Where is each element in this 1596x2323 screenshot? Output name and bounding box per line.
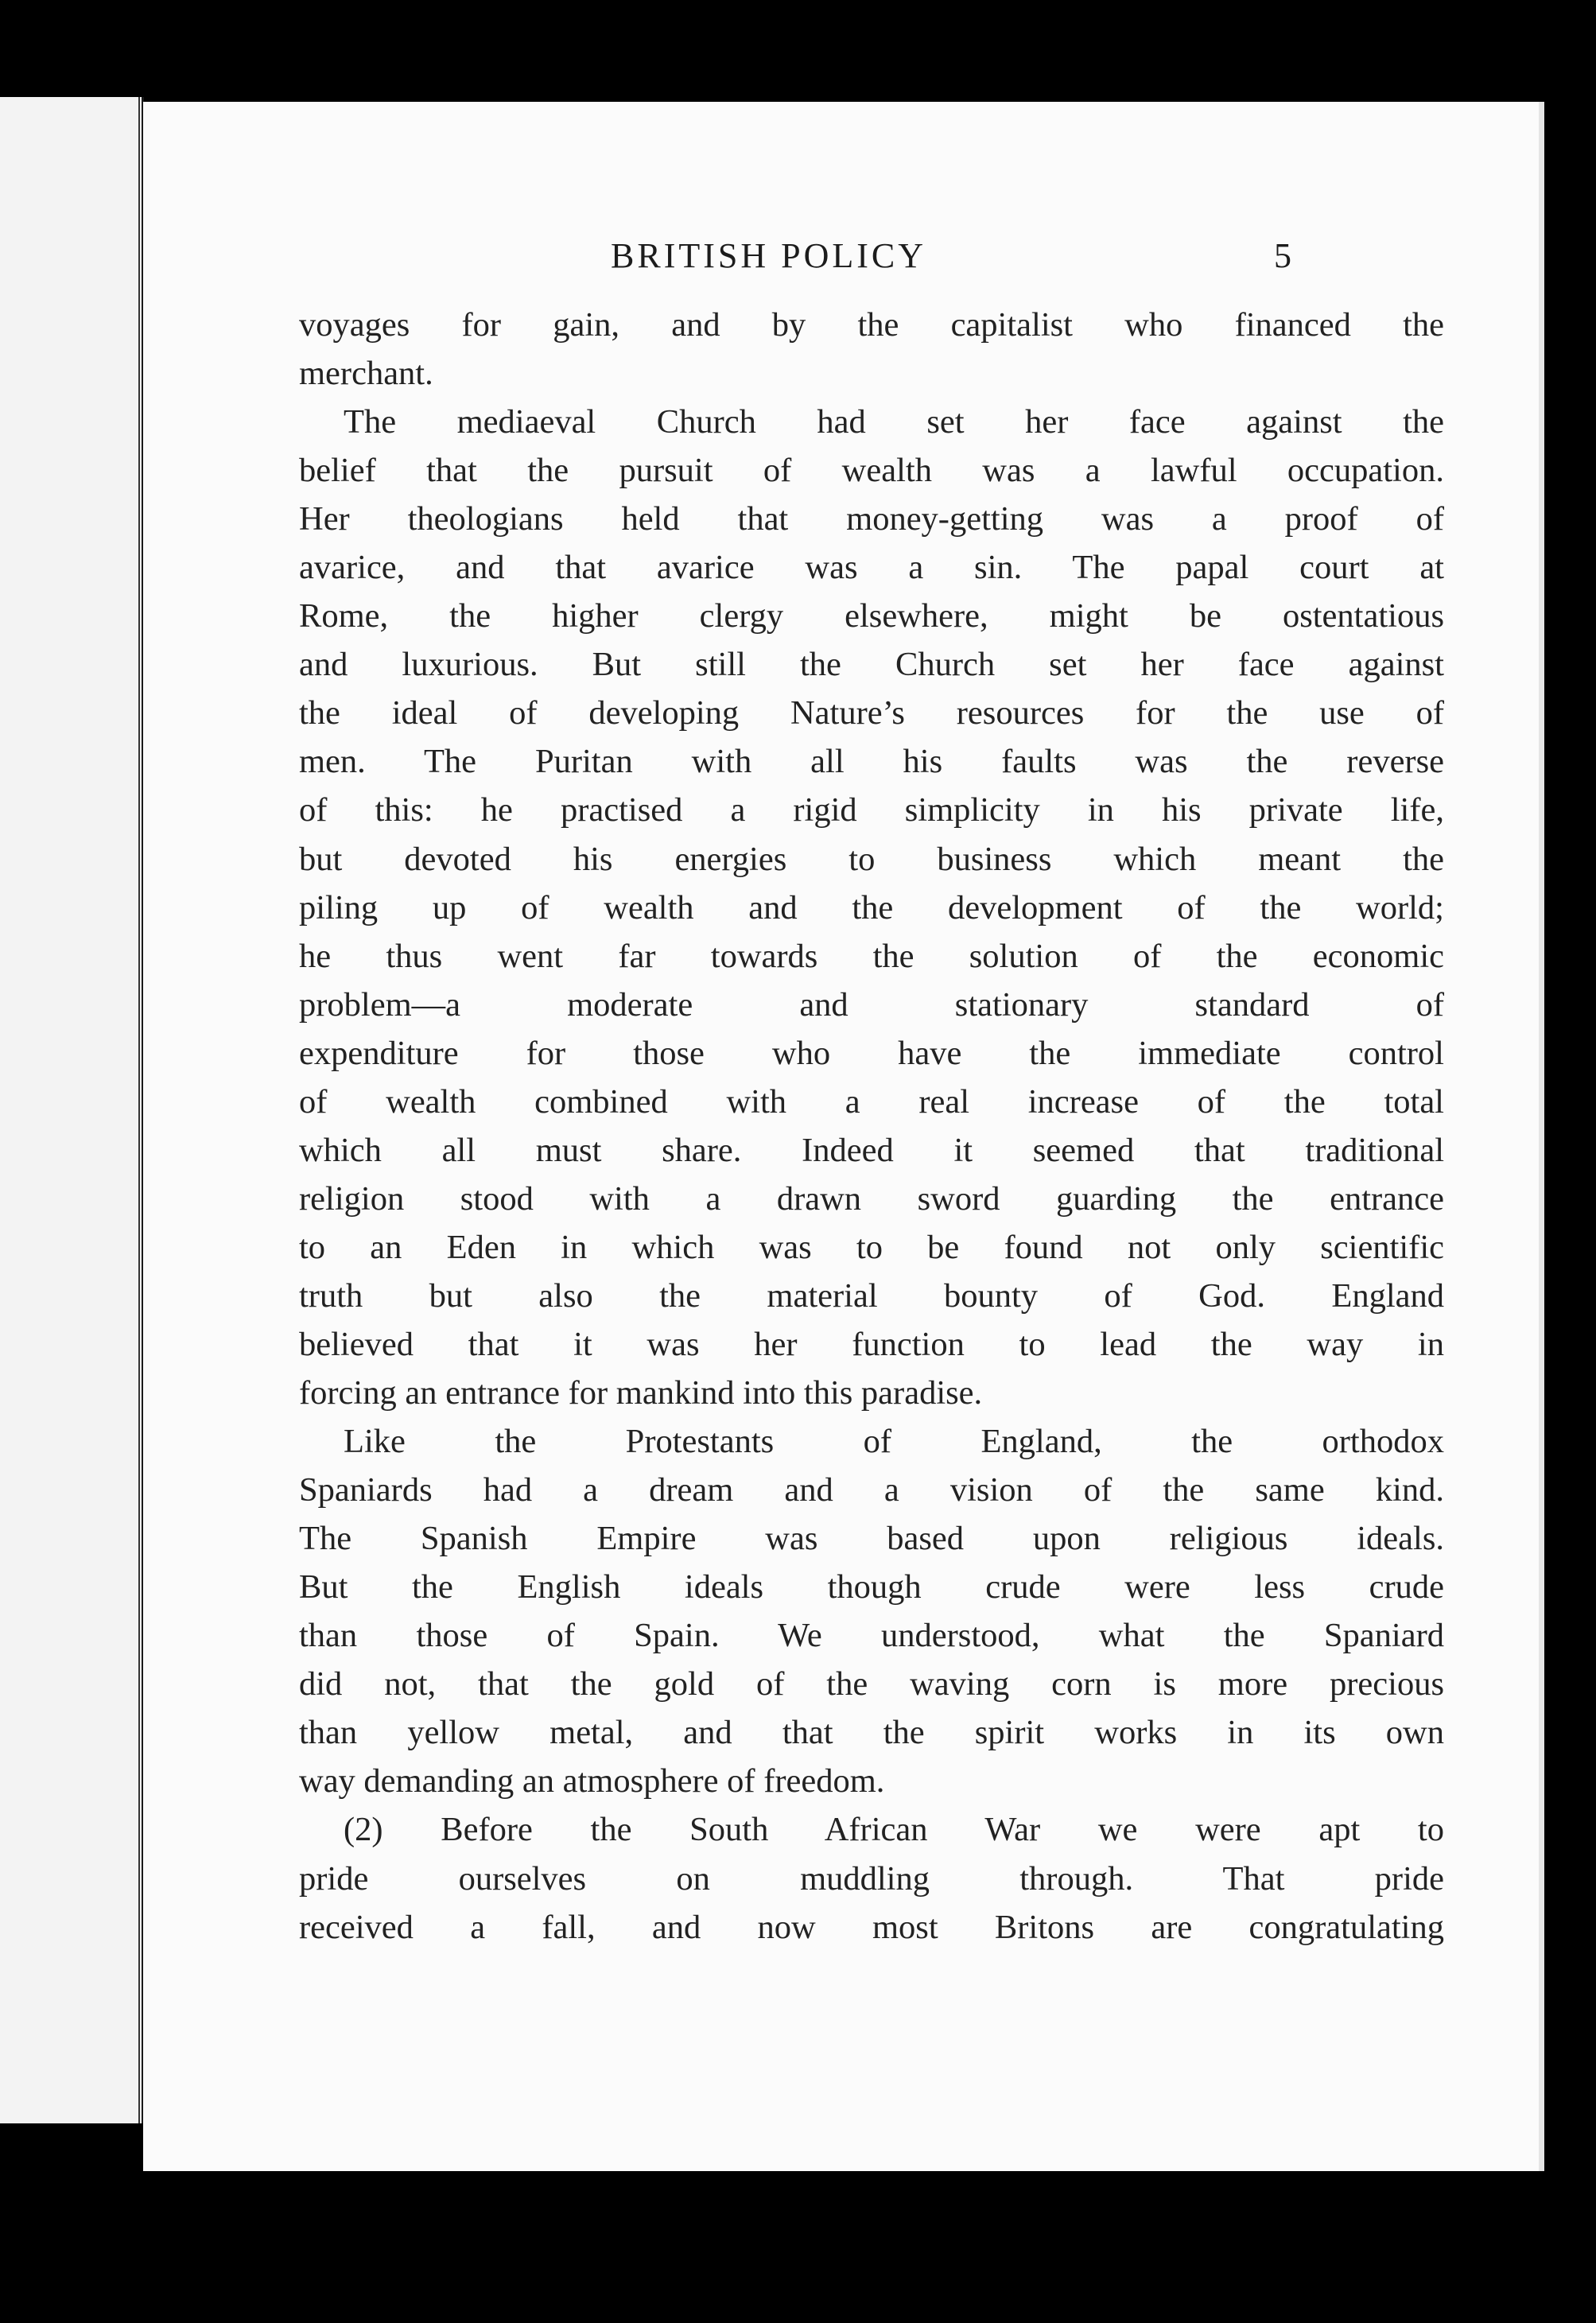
text-line: Spaniards had a dream and a vision of the same kind. (299, 1471, 1444, 1509)
text-line: but devoted his energies to business which meant the (299, 840, 1444, 878)
text-line: belief that the pursuit of wealth was a lawful occupation. (299, 452, 1444, 490)
text-line: believed that it was her function to lead the way in (299, 1325, 1444, 1363)
paragraph-start-line: The mediaeval Church had set her face against the (344, 403, 1444, 441)
book-spine (138, 97, 140, 2123)
text-line: received a fall, and now most Britons are congratulating (299, 1908, 1444, 1946)
text-line: problem—a moderate and stationary standard of (299, 985, 1444, 1024)
page-edge-shadow (1539, 102, 1544, 2171)
paragraph-start-line: Like the Protestants of England, the orthodox (344, 1423, 1444, 1461)
text-line: Her theologians held that money-getting was a proof of (299, 500, 1444, 538)
text-line: But the English ideals though crude were less crude (299, 1568, 1444, 1606)
running-title: BRITISH POLICY (611, 236, 927, 275)
text-line: men. The Puritan with all his faults was the reverse (299, 743, 1444, 781)
text-line: he thus went far towards the solution of the economic (299, 937, 1444, 975)
text-line: which all must share. Indeed it seemed that traditional (299, 1131, 1444, 1169)
text-line: than yellow metal, and that the spirit works in its own (299, 1714, 1444, 1752)
text-line: piling up of wealth and the development of the world; (299, 888, 1444, 926)
text-line: truth but also the material bounty of God. England (299, 1276, 1444, 1315)
text-line: did not, that the gold of the waving corn is more precious (299, 1665, 1444, 1703)
text-line: and luxurious. But still the Church set her face against (299, 646, 1444, 684)
text-line: The Spanish Empire was based upon religious ideals. (299, 1520, 1444, 1558)
text-line: expenditure for those who have the immediate control (299, 1034, 1444, 1072)
text-line: religion stood with a drawn sword guarding the entrance (299, 1179, 1444, 1218)
text-line: forcing an entrance for mankind into this paradise. (299, 1374, 983, 1412)
paragraph-start-line: (2) Before the South African War we were apt to (344, 1811, 1444, 1849)
text-line: the ideal of developing Nature’s resources for the use of (299, 694, 1444, 732)
text-line: way demanding an atmosphere of freedom. (299, 1762, 885, 1801)
text-line: of wealth combined with a real increase of the total (299, 1082, 1444, 1121)
page-header (143, 235, 1539, 285)
page-number: 5 (1274, 236, 1291, 275)
body-text (299, 301, 1444, 1952)
text-line: voyages for gain, and by the capitalist who financed the (299, 306, 1444, 344)
facing-page-edge (0, 97, 144, 2123)
text-line: than those of Spain. We understood, what the Spaniard (299, 1617, 1444, 1655)
text-line: merchant. (299, 355, 433, 393)
book-page (143, 102, 1539, 2171)
text-line: to an Eden in which was to be found not only scientific (299, 1228, 1444, 1266)
text-line: Rome, the higher clergy elsewhere, might be ostentatious (299, 597, 1444, 635)
text-line: of this: he practised a rigid simplicity in his private life, (299, 791, 1444, 829)
text-line: pride ourselves on muddling through. That pride (299, 1859, 1444, 1898)
text-line: avarice, and that avarice was a sin. The papal court at (299, 549, 1444, 587)
